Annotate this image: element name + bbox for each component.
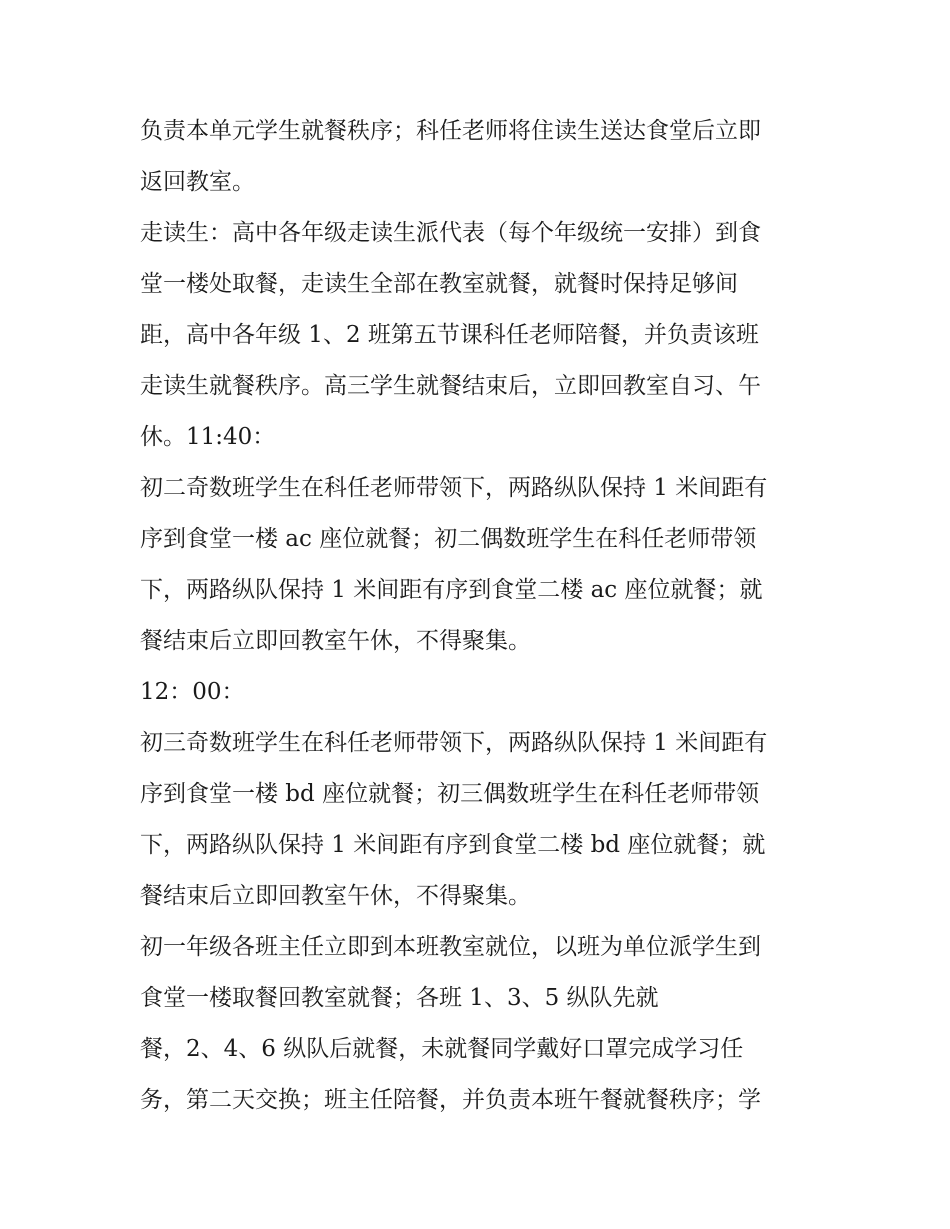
text-line-16: 餐结束后立即回教室午休，不得聚集。	[140, 883, 531, 909]
text-line-18: 食堂一楼取餐回教室就餐；各班 1、3、5 纵队先就	[140, 985, 659, 1011]
text-line-12: 12：00：	[140, 679, 245, 705]
text-line-4: 堂一楼处取餐，走读生全部在教室就餐，就餐时保持足够间	[140, 271, 738, 297]
text-line-7: 休。11:40：	[140, 424, 276, 450]
text-line-3: 走读生：高中各年级走读生派代表（每个年级统一安排）到食	[140, 220, 761, 246]
text-line-6: 走读生就餐秩序。高三学生就餐结束后，立即回教室自习、午	[140, 373, 761, 399]
text-line-9: 序到食堂一楼 ac 座位就餐；初二偶数班学生在科任老师带领	[140, 526, 757, 552]
text-line-14: 序到食堂一楼 bd 座位就餐；初三偶数班学生在科任老师带领	[140, 781, 760, 807]
text-line-8: 初二奇数班学生在科任老师带领下，两路纵队保持 1 米间距有	[140, 475, 768, 501]
text-line-20: 务，第二天交换；班主任陪餐，并负责本班午餐就餐秩序；学	[140, 1087, 761, 1113]
text-line-11: 餐结束后立即回教室午休，不得聚集。	[140, 628, 531, 654]
text-line-19: 餐，2、4、6 纵队后就餐，未就餐同学戴好口罩完成学习任	[140, 1036, 744, 1062]
text-line-13: 初三奇数班学生在科任老师带领下，两路纵队保持 1 米间距有	[140, 730, 768, 756]
text-line-17: 初一年级各班主任立即到本班教室就位，以班为单位派学生到	[140, 934, 761, 960]
text-line-5: 距，高中各年级 1、2 班第五节课科任老师陪餐，并负责该班	[140, 322, 759, 348]
text-line-1: 负责本单元学生就餐秩序；科任老师将住读生送达食堂后立即	[140, 118, 761, 144]
text-line-2: 返回教室。	[140, 169, 255, 195]
text-line-10: 下，两路纵队保持 1 米间距有序到食堂二楼 ac 座位就餐；就	[140, 577, 763, 603]
text-line-15: 下，两路纵队保持 1 米间距有序到食堂二楼 bd 座位就餐；就	[140, 832, 766, 858]
document-body	[140, 106, 830, 1126]
